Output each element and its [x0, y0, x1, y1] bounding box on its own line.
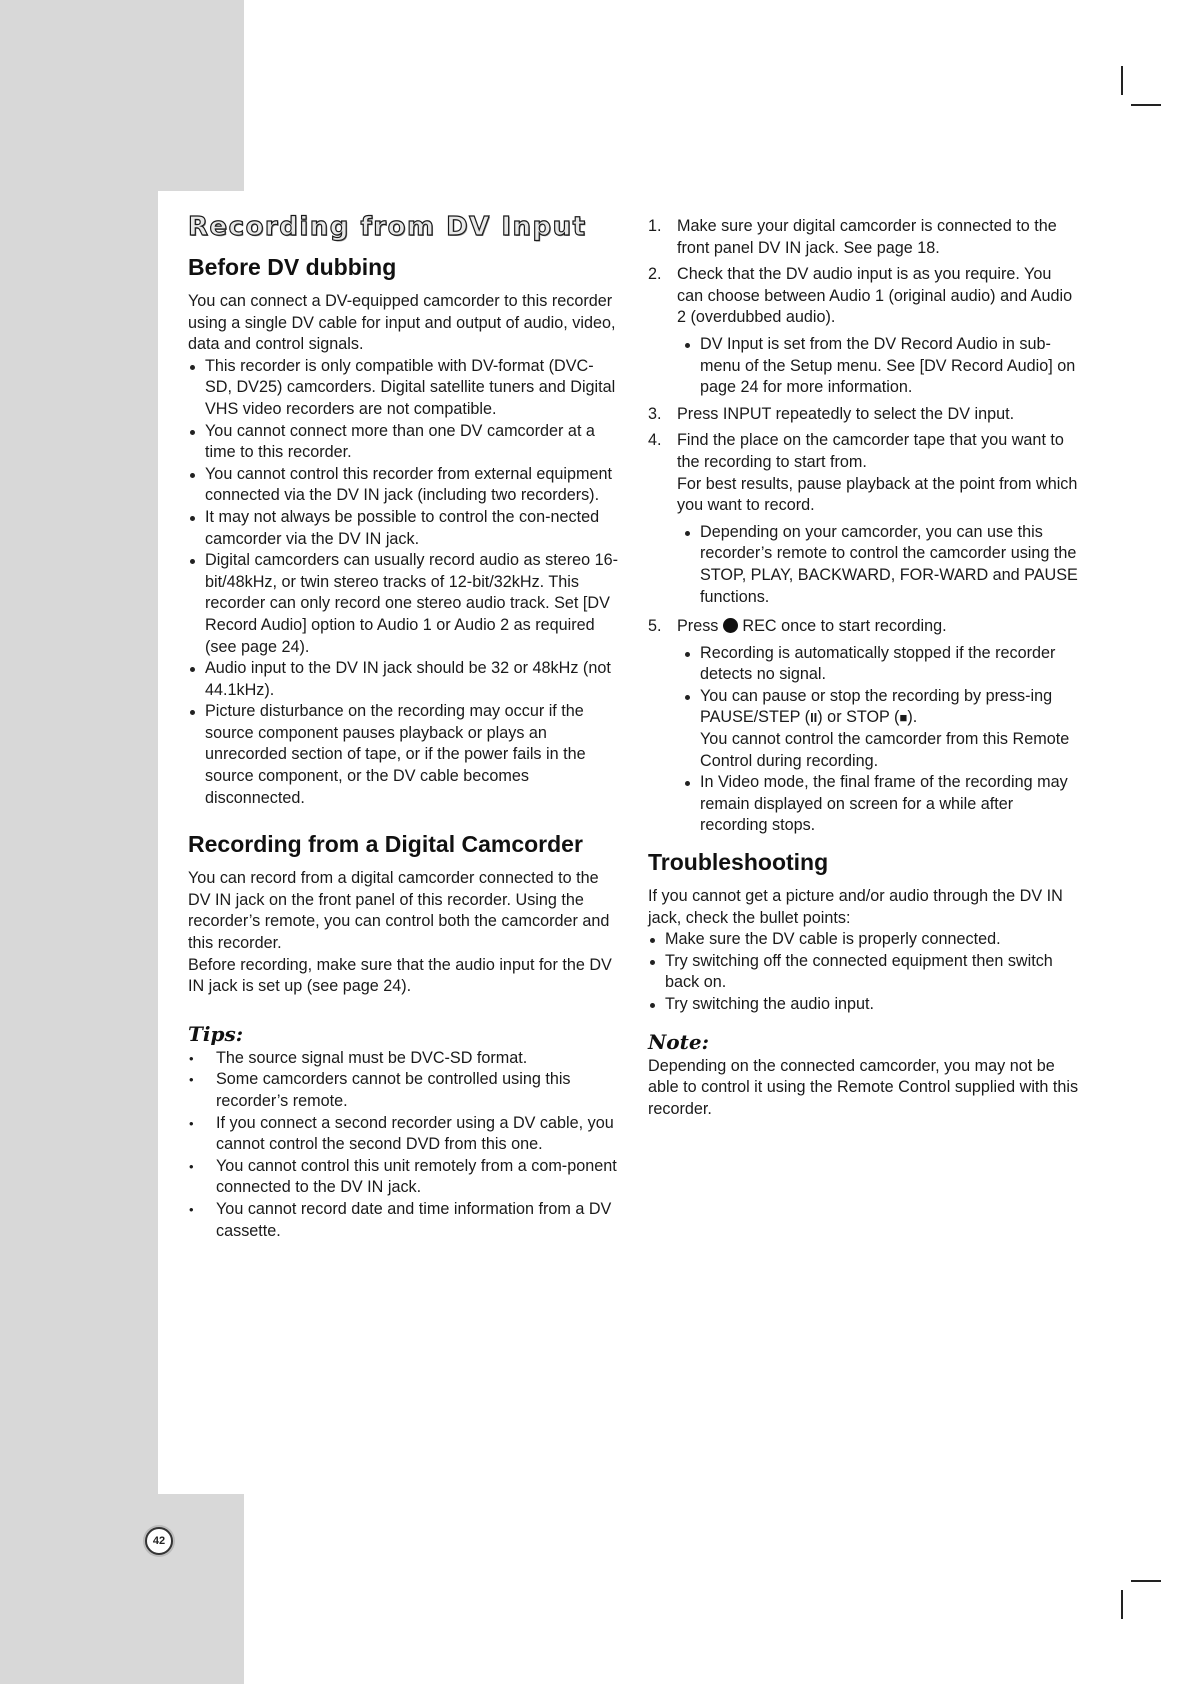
list-item: You cannot control this recorder from external equipment connected via the DV IN jack (including two recorders).	[188, 464, 620, 507]
crop-mark-bottom-h	[1131, 1580, 1161, 1582]
list-item: • The source signal must be DVC-SD format.	[188, 1048, 620, 1070]
step-text-post: REC once to start recording.	[742, 617, 947, 636]
stop-icon: ■	[899, 710, 908, 726]
step-text-2: For best results, pause playback at the point from which you want to record.	[677, 474, 1078, 515]
tips-list	[188, 1048, 620, 1242]
note-text: Depending on the connected camcorder, you may not be able to control it using the Remote Control supplied with this recorder.	[648, 1056, 1079, 1118]
page-margin-band-top	[0, 0, 244, 191]
page-margin-band	[0, 191, 158, 1494]
list-item: • You cannot control this unit remotely from a com-ponent connected to the DV IN jack.	[188, 1156, 620, 1199]
step-sub-list	[683, 334, 1080, 399]
page-title: Recording from DV Input	[188, 212, 587, 242]
section-heading-digital-camcorder: Recording from a Digital Camcorder	[188, 831, 583, 858]
before-bullet-list	[188, 356, 620, 809]
list-item: It may not always be possible to control the con-nected camcorder via the DV IN jack.	[188, 507, 620, 550]
step-number: 4.	[648, 431, 662, 450]
step-sub-list	[683, 643, 1080, 837]
sub-item	[683, 686, 1080, 772]
step-text: Make sure your digital camcorder is connected to the front panel DV IN jack. See page 18.	[677, 217, 1057, 257]
step-text: Check that the DV audio input is as you require. You can choose between Audio 1 (original audio) and Audio 2 (overdubbed audio).	[677, 265, 1073, 327]
before-intro: You can connect a DV-equipped camcorder to this recorder using a single DV cable for input and output of audio, video, data and control signals.	[188, 292, 616, 354]
section-heading-troubleshooting: Troubleshooting	[648, 849, 829, 876]
page-margin-band-bottom	[0, 1494, 244, 1684]
step-item	[648, 216, 1080, 259]
troubleshooting-intro: If you cannot get a picture and/or audio through the DV IN jack, check the bullet points:	[648, 887, 1063, 927]
list-item: Try switching off the connected equipment then switch back on.	[648, 951, 1080, 994]
tips-heading: Tips:	[188, 1021, 244, 1046]
step-item	[648, 264, 1080, 399]
sub-item: DV Input is set from the DV Record Audio in sub-menu of the Setup menu. See [DV Record Audio] on page 24 for more information.	[683, 334, 1080, 399]
digital-para-1: You can record from a digital camcorder connected to the DV IN jack on the front panel of this recorder. Using the recorder’s remote, you can control both the camcorder and this recorder.	[188, 869, 610, 953]
sub-item-text: You can pause or stop the recording by press-ing PAUSE/STEP (	[700, 686, 1053, 727]
step-item	[648, 404, 1080, 426]
crop-mark-bottom-v	[1121, 1590, 1123, 1619]
page-number: 42	[145, 1527, 173, 1555]
step-item	[648, 430, 1080, 608]
list-item: • If you connect a second recorder using a DV cable, you cannot control the second DVD from this one.	[188, 1113, 620, 1156]
digital-para-2: Before recording, make sure that the audio input for the DV IN jack is set up (see page 24).	[188, 955, 612, 996]
pause-icon: II	[810, 710, 818, 726]
sub-item-text: ) or STOP (	[817, 708, 900, 727]
record-icon	[723, 618, 738, 633]
sub-item-text: ).	[907, 708, 918, 727]
step-number: 2.	[648, 265, 662, 284]
list-item: • Some camcorders cannot be controlled using this recorder’s remote.	[188, 1069, 620, 1112]
step-number: 5.	[648, 617, 662, 636]
list-item: Make sure the DV cable is properly connected.	[648, 929, 1080, 951]
list-item: Picture disturbance on the recording may occur if the source component pauses playback or plays an unrecorded section of tape, or if the power fails in the source component, or the DV cable becomes disconnected.	[188, 701, 620, 809]
list-item: Try switching the audio input.	[648, 994, 1080, 1016]
list-item: Digital camcorders can usually record audio as stereo 16-bit/48kHz, or twin stereo tracks of 12-bit/32kHz. This recorder can only record one stereo audio track. Set [DV Record Audio] option to Audio 1 or Audio 2 as required (see page 24).	[188, 550, 620, 658]
left-column	[188, 212, 620, 1242]
crop-mark-top-h	[1131, 104, 1161, 106]
list-item: • You cannot record date and time information from a DV cassette.	[188, 1199, 620, 1242]
list-item: Audio input to the DV IN jack should be 32 or 48kHz (not 44.1kHz).	[188, 658, 620, 701]
sub-item: Depending on your camcorder, you can use this recorder’s remote to control the camcorder using the STOP, PLAY, BACKWARD, FOR-WARD and PAUSE functions.	[683, 522, 1080, 608]
sub-item: Recording is automatically stopped if the recorder detects no signal.	[683, 643, 1080, 686]
list-item: This recorder is only compatible with DV-format (DVC-SD, DV25) camcorders. Digital satellite tuners and Digital VHS video recorders are not compatible.	[188, 356, 620, 421]
step-text: Press INPUT repeatedly to select the DV input.	[677, 404, 1015, 423]
step-text-pre: Press	[677, 617, 719, 636]
step-item	[648, 616, 1080, 837]
step-number: 1.	[648, 217, 662, 235]
list-item: You cannot connect more than one DV camcorder at a time to this recorder.	[188, 421, 620, 464]
steps-list	[648, 216, 1080, 837]
step-text: Find the place on the camcorder tape that you want to the recording to start from.	[677, 431, 1064, 471]
troubleshooting-list	[648, 929, 1080, 1015]
sub-item: In Video mode, the final frame of the recording may remain displayed on screen for a while after recording stops.	[683, 772, 1080, 837]
right-column	[648, 216, 1080, 1120]
crop-mark-top-v	[1121, 66, 1123, 95]
sub-item-text: You cannot control the camcorder from this Remote Control during recording.	[700, 730, 1070, 770]
note-heading: Note:	[648, 1029, 709, 1054]
section-heading-before-dv-dubbing: Before DV dubbing	[188, 254, 397, 280]
step-number: 3.	[648, 404, 662, 423]
step-sub-list	[683, 522, 1080, 608]
